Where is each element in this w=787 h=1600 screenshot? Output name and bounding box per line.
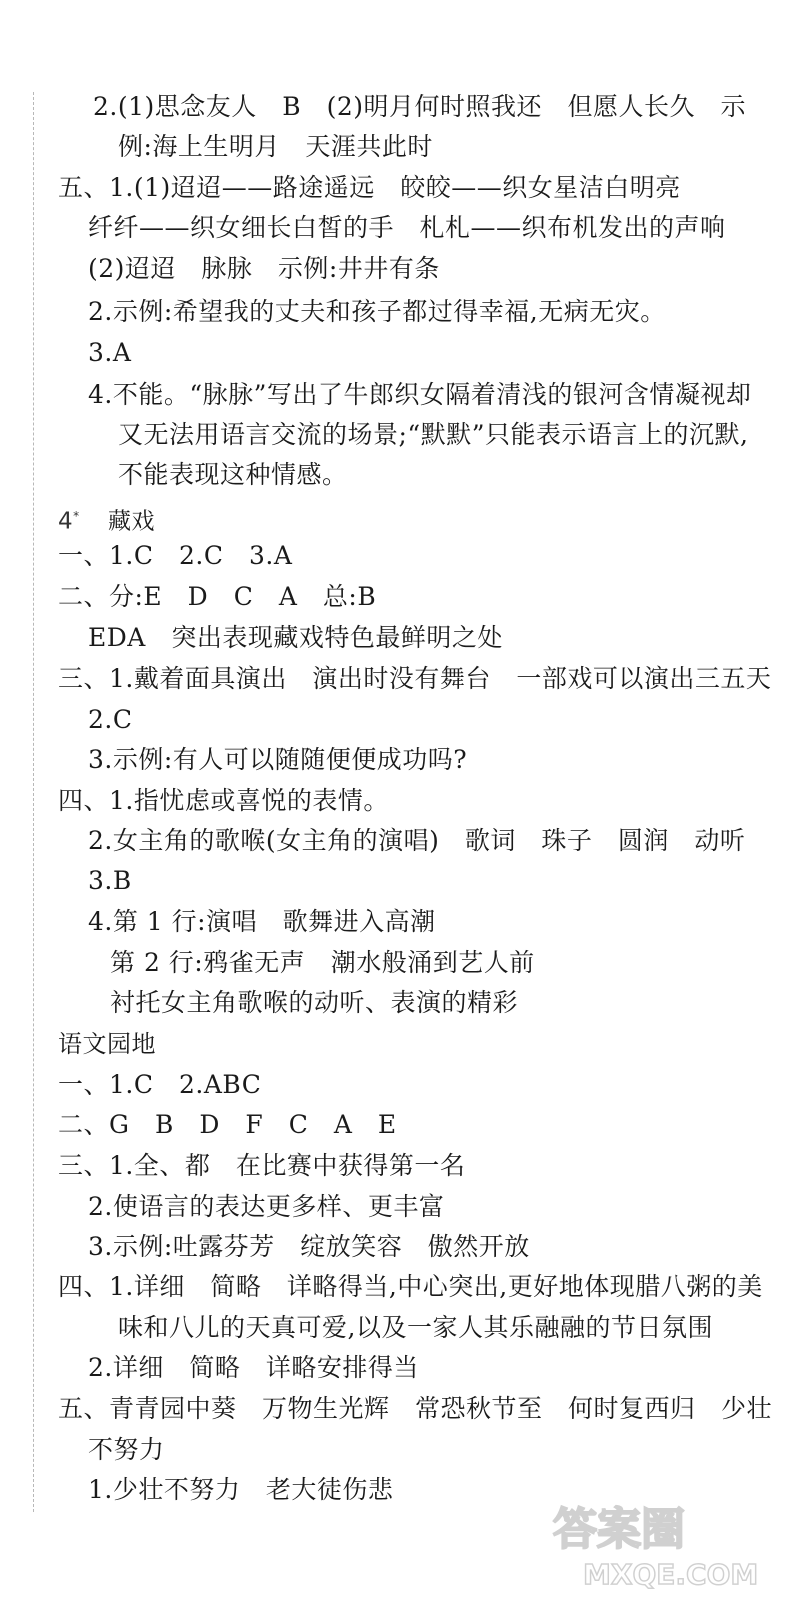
answer-line: 2.详细 简略 详略安排得当 [88,1353,419,1382]
answer-line: 4.不能。“脉脉”写出了牛郎织女隔着清浅的银河含情凝视却 [88,380,752,409]
watermark-url: MXQE.COM [583,1558,759,1591]
answer-line: 一、1.C 2.ABC [58,1070,262,1099]
answer-line: 五、青青园中葵 万物生光辉 常恐秋节至 何时复西归 少壮 [58,1394,773,1423]
answer-line: 五、1.(1)迢迢——路途遥远 皎皎——织女星洁白明亮 [58,173,681,202]
chapter-title: 藏戏 [108,508,155,535]
answer-line: 2.女主角的歌喉(女主角的演唱) 歌词 珠子 圆润 动听 [88,826,746,855]
answer-line: 4.第 1 行:演唱 歌舞进入高潮 [88,907,436,936]
answer-line: 不能表现这种情感。 [118,460,348,489]
answer-line: 四、1.指忧虑或喜悦的表情。 [58,786,389,815]
answer-line: 二、分:E D C A 总:B [58,582,377,611]
answer-line: 3.示例:吐露芬芳 绽放笑容 傲然开放 [88,1232,530,1261]
answer-line: 2.C [88,705,133,734]
answer-line: 三、1.全、都 在比赛中获得第一名 [58,1151,466,1180]
margin-guide-line [33,92,34,1512]
answer-line: 三、1.戴着面具演出 演出时没有舞台 一部戏可以演出三五天 [58,664,772,693]
answer-line: 四、1.详细 简略 详略得当,中心突出,更好地体现腊八粥的美 [58,1272,763,1301]
answer-line: 3.A [88,338,132,367]
answer-line: 例:海上生明月 天涯共此时 [118,132,433,161]
answer-line: 纤纤——织女细长白皙的手 札札——织布机发出的声响 [88,213,726,242]
answer-line: 又无法用语言交流的场景;“默默”只能表示语言上的沉默, [118,420,749,449]
answer-line: 3.B [88,866,132,895]
section-heading: 语文园地 [58,1030,156,1058]
answer-line: 不努力 [88,1435,165,1464]
answer-line: 二、G B D F C A E [58,1110,397,1139]
answer-line: 衬托女主角歌喉的动听、表演的精彩 [110,988,519,1017]
answer-line: (2)迢迢 脉脉 示例:井井有条 [88,254,440,283]
answer-line: 一、1.C 2.C 3.A [58,541,293,570]
answer-line: 味和八儿的天真可爱,以及一家人其乐融融的节日氛围 [118,1313,713,1342]
answer-line: EDA 突出表现藏戏特色最鲜明之处 [88,623,503,652]
answer-line: 2.(1)思念友人 B (2)明月何时照我还 但愿人长久 示 [93,92,747,121]
watermark-title: 答案圈 [553,1504,685,1555]
answer-line: 第 2 行:鸦雀无声 潮水般涌到艺人前 [110,948,535,977]
chapter-heading [58,501,155,537]
chapter-number: 4* [58,508,80,535]
answer-line: 2.示例:希望我的丈夫和孩子都过得幸福,无病无灾。 [88,297,666,326]
answer-line: 3.示例:有人可以随随便便成功吗? [88,745,468,774]
answer-line: 2.使语言的表达更多样、更丰富 [88,1192,445,1221]
watermark-logo [543,1492,773,1592]
answer-line: 1.少壮不努力 老大徒伤悲 [88,1475,394,1504]
